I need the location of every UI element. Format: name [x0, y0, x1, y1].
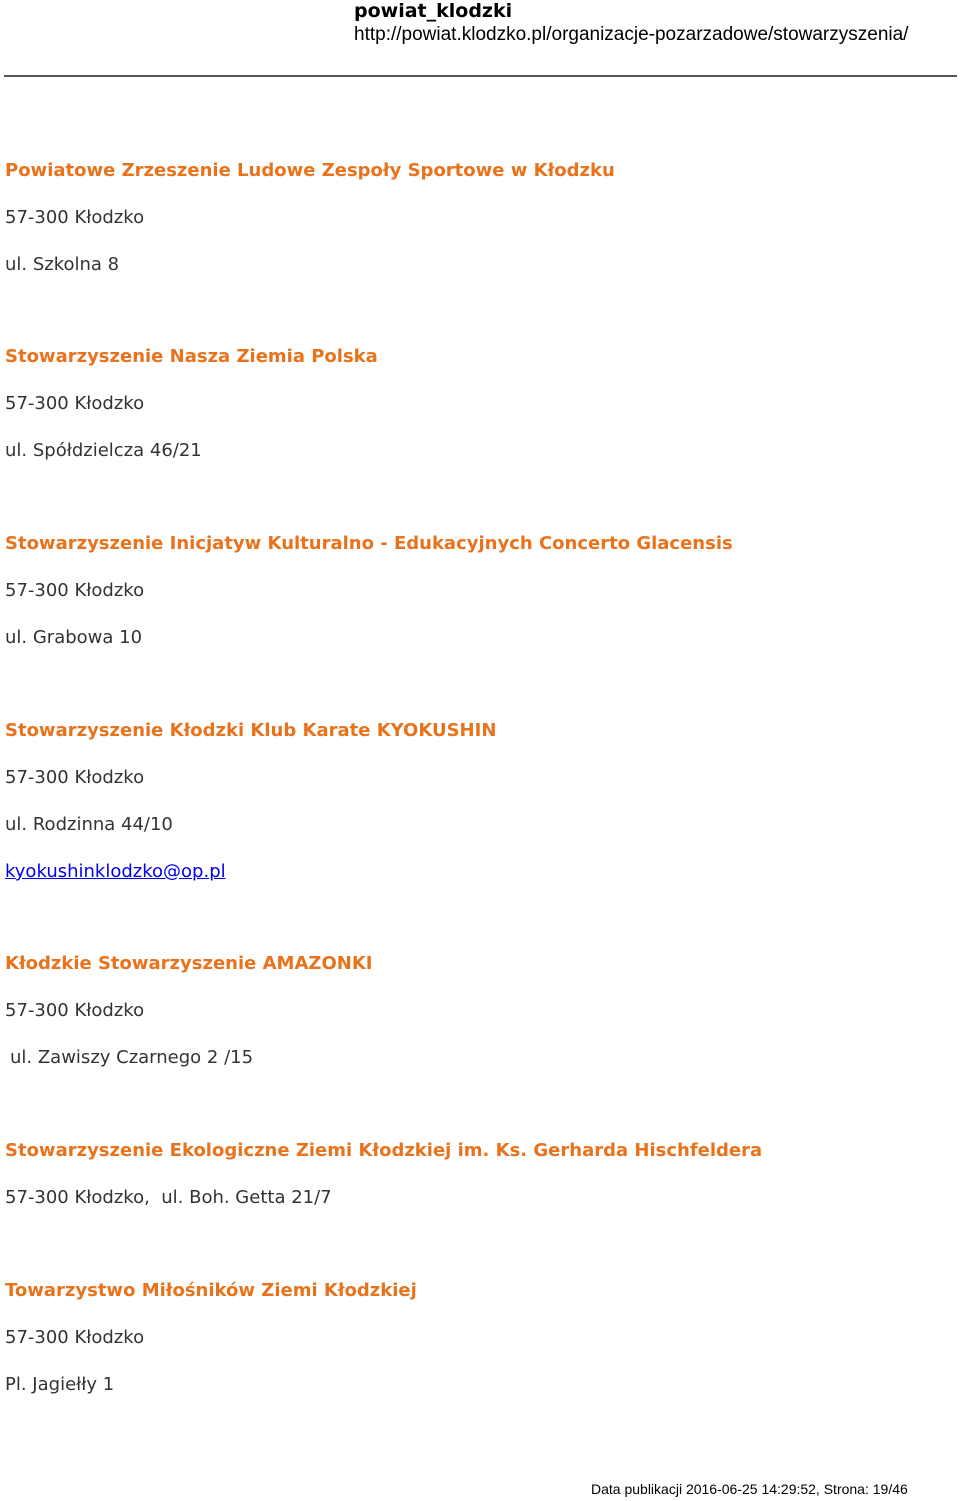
organization-entry: [5, 160, 615, 276]
organization-entry: [5, 1280, 417, 1396]
street-address: ul. Zawiszy Czarnego 2 /15: [10, 1047, 254, 1068]
organization-name: Towarzystwo Miłośników Ziemi Kłodzkiej: [5, 1280, 417, 1301]
postal-code-city: 57-300 Kłodzko: [5, 1327, 145, 1348]
organization-name: Stowarzyszenie Ekologiczne Ziemi Kłodzkiej im. Ks. Gerharda Hischfeldera: [5, 1140, 763, 1161]
source-url[interactable]: http://powiat.klodzko.pl/organizacje-pozarzadowe/stowarzyszenia/: [354, 24, 909, 45]
organization-entry: [5, 953, 372, 1069]
publication-footer: Data publikacji 2016-06-25 14:29:52, Strona: 19/46: [591, 1481, 908, 1497]
postal-code-city: 57-300 Kłodzko: [5, 580, 145, 601]
organization-entry: [5, 533, 733, 649]
street-address: Pl. Jagiełły 1: [5, 1374, 115, 1395]
organization-name: Stowarzyszenie Kłodzki Klub Karate KYOKUSHIN: [5, 720, 497, 741]
organization-entry: [5, 346, 378, 462]
postal-code-city: 57-300 Kłodzko: [5, 1000, 145, 1021]
postal-code-city: 57-300 Kłodzko: [5, 393, 145, 414]
site-name: powiat_klodzki: [354, 0, 513, 22]
postal-code-city-street: 57-300 Kłodzko, ul. Boh. Getta 21/7: [5, 1187, 332, 1208]
page-header: [354, 0, 954, 47]
street-address: ul. Rodzinna 44/10: [5, 814, 173, 835]
organization-name: Stowarzyszenie Inicjatyw Kulturalno - Edukacyjnych Concerto Glacensis: [5, 533, 733, 554]
organization-name: Stowarzyszenie Nasza Ziemia Polska: [5, 346, 378, 367]
street-address: ul. Spółdzielcza 46/21: [5, 440, 202, 461]
organization-entry: [5, 720, 496, 883]
postal-code-city: 57-300 Kłodzko: [5, 767, 145, 788]
organization-name: Powiatowe Zrzeszenie Ludowe Zespoły Sportowe w Kłodzku: [5, 160, 615, 181]
organization-entry: [5, 1140, 762, 1209]
header-divider: [4, 75, 957, 77]
organization-name: Kłodzkie Stowarzyszenie AMAZONKI: [5, 953, 373, 974]
street-address: ul. Grabowa 10: [5, 627, 143, 648]
postal-code-city: 57-300 Kłodzko: [5, 207, 145, 228]
street-address: ul. Szkolna 8: [5, 254, 120, 275]
email-link[interactable]: kyokushinklodzko@op.pl: [5, 861, 226, 882]
